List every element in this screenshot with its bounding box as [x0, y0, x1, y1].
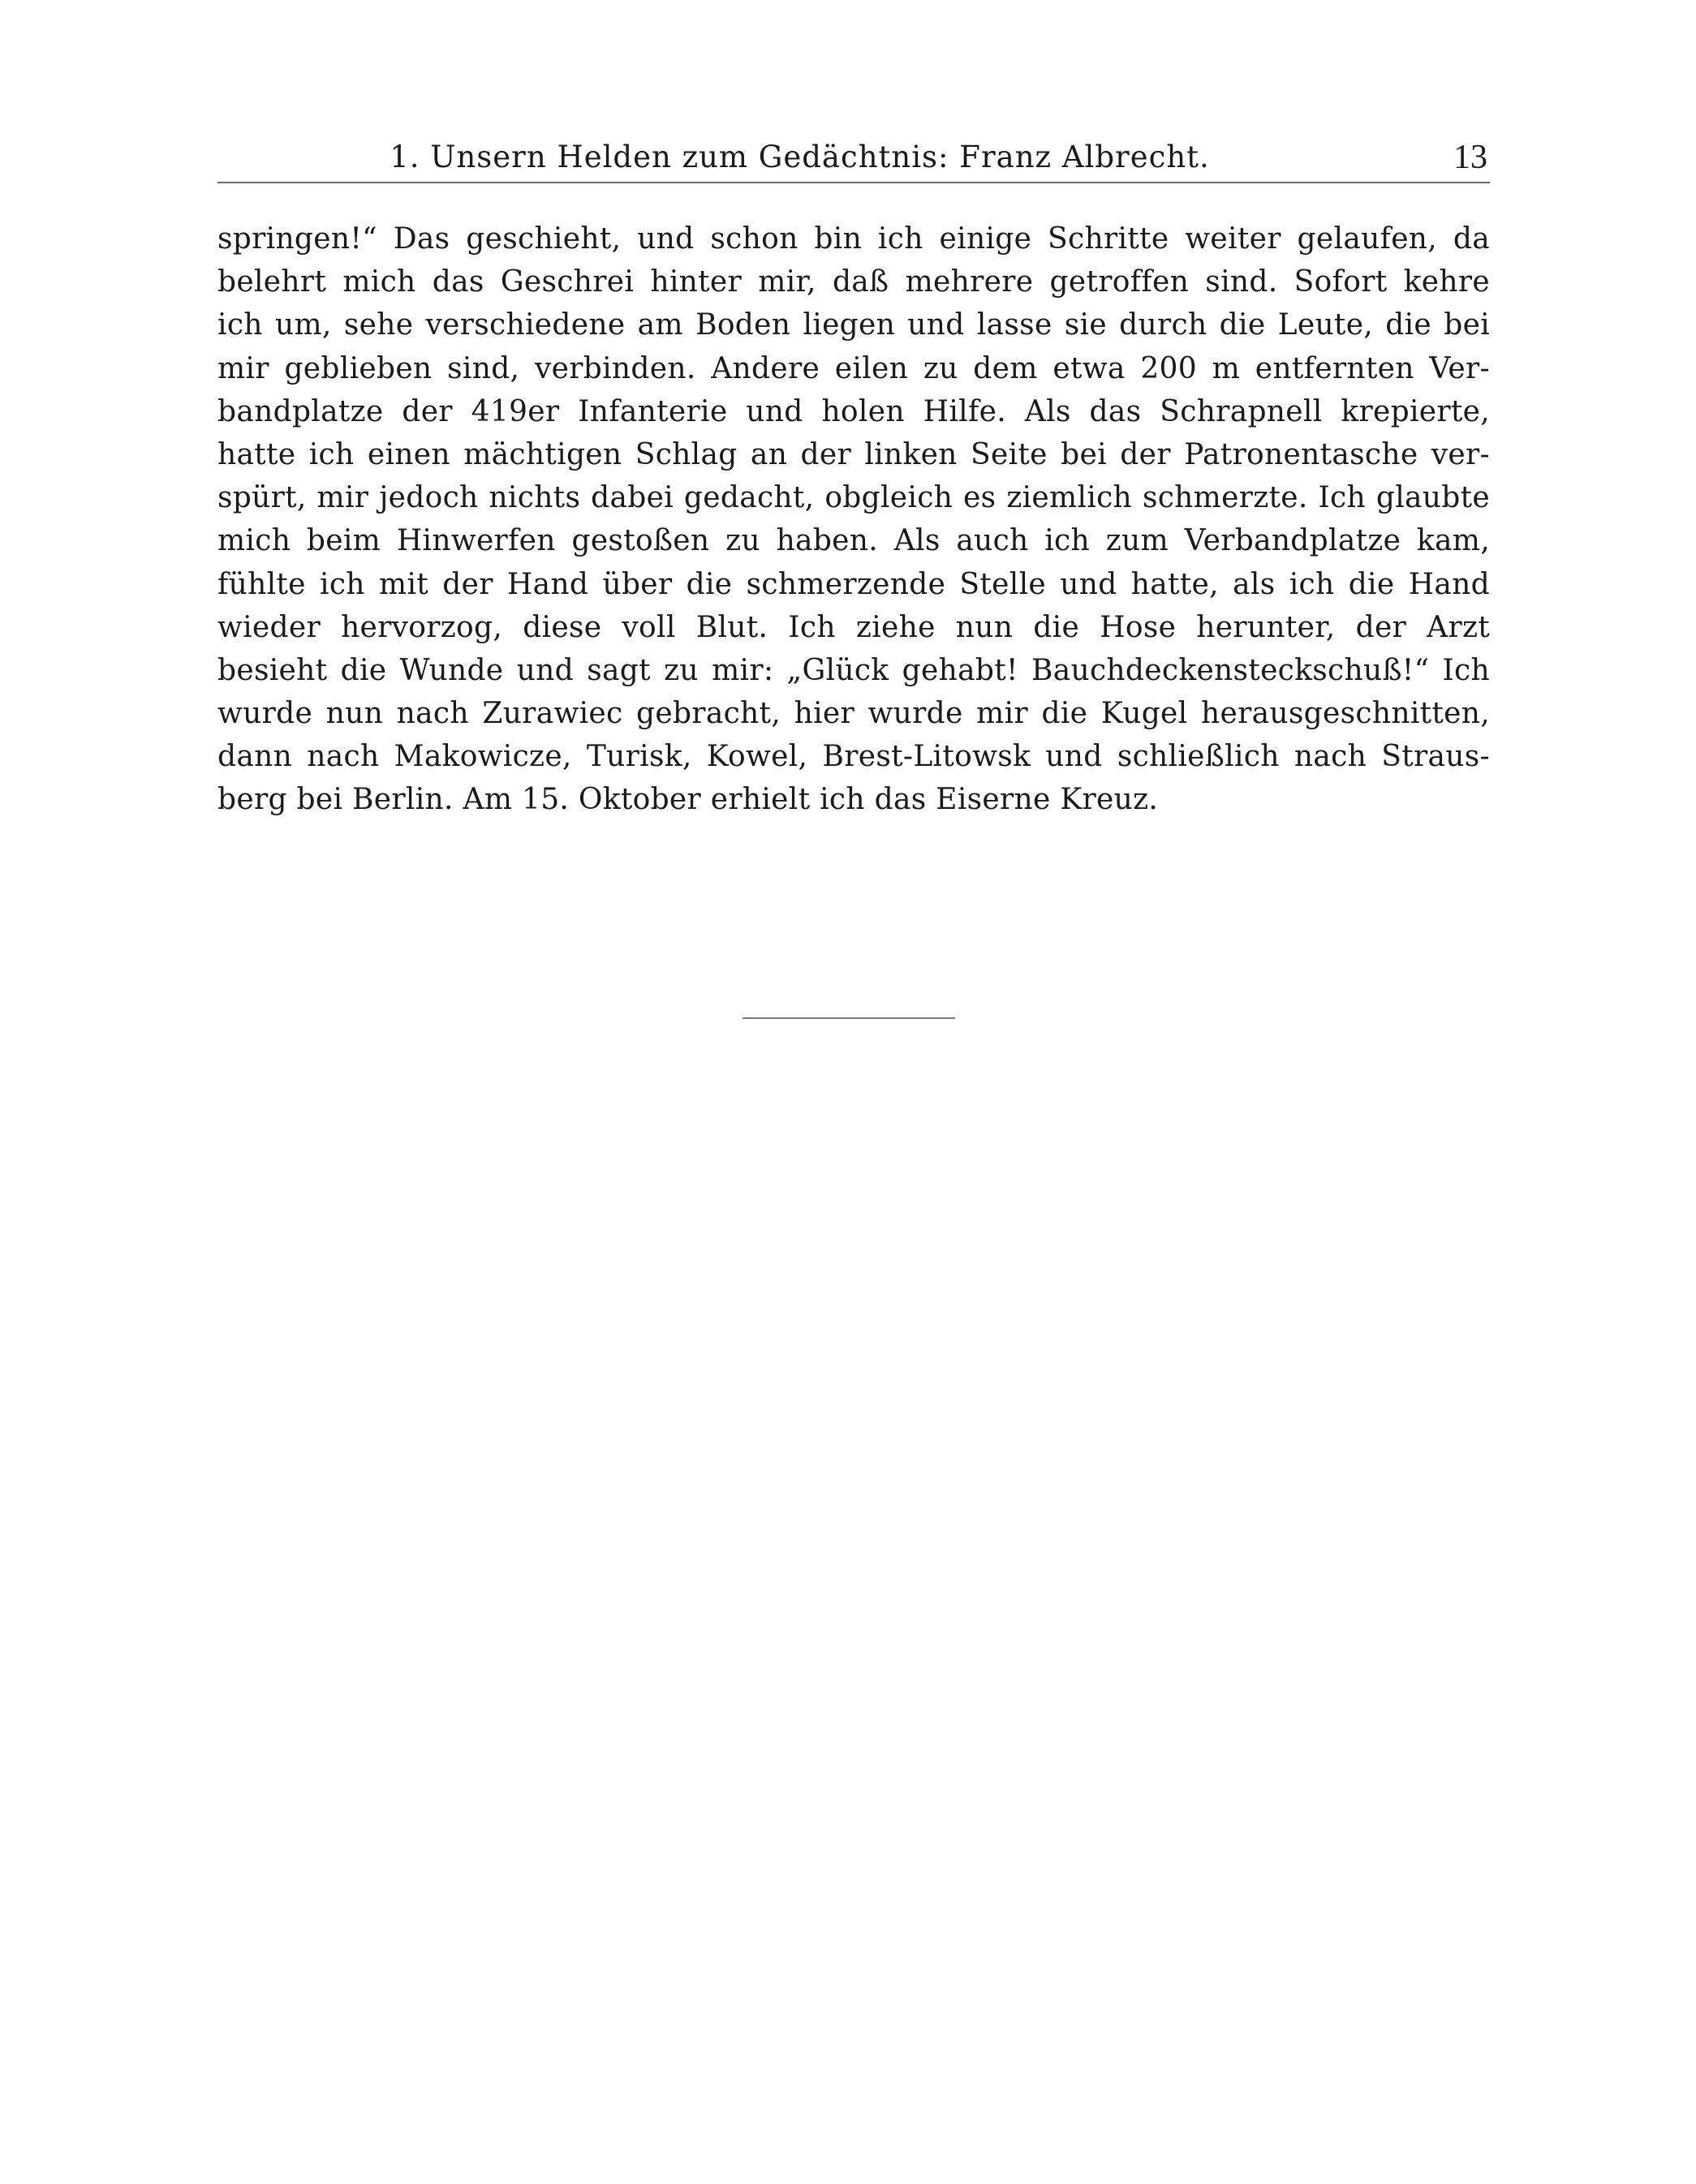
text-line: dann nach Makowicze, Turisk, Kowel, Brest-Litowsk und schließlich nach Straus- — [217, 740, 1490, 774]
page-number: 13 — [1453, 139, 1487, 176]
text-line: ich um, sehe verschiedene am Boden liegen und lasse sie durch die Leute, die bei — [217, 308, 1490, 342]
running-title: 1. Unsern Helden zum Gedächtnis: Franz Albrecht. — [390, 140, 1210, 174]
text-line: mich beim Hinwerfen gestoßen zu haben. Als auch ich zum Verbandplatze kam, — [217, 524, 1490, 558]
text-line: wurde nun nach Zurawiec gebracht, hier wurde mir die Kugel herausgeschnitten, — [217, 697, 1490, 731]
text-line: bandplatze der 419er Infanterie und holen Hilfe. Als das Schrapnell krepierte, — [217, 394, 1490, 428]
header-rule — [217, 182, 1490, 183]
text-line: springen!“ Das geschieht, und schon bin ich einige Schritte weiter gelaufen, da — [217, 222, 1490, 256]
text-line: fühlte ich mit der Hand über die schmerzende Stelle und hatte, als ich die Hand — [217, 567, 1490, 601]
text-line: hatte ich einen mächtigen Schlag an der linken Seite bei der Patronentasche ver- — [217, 437, 1490, 471]
text-line: belehrt mich das Geschrei hinter mir, daß mehrere getroffen sind. Sofort kehre — [217, 265, 1490, 299]
text-line: besieht die Wunde und sagt zu mir: „Glück gehabt! Bauchdeckensteckschuß!“ Ich — [217, 653, 1490, 687]
text-line: spürt, mir jedoch nichts dabei gedacht, obgleich es ziemlich schmerzte. Ich glaubte — [217, 481, 1490, 515]
running-header — [217, 135, 1487, 183]
text-line-last: berg bei Berlin. Am 15. Oktober erhielt ich das Eiserne Kreuz. — [217, 783, 1159, 817]
text-line: wieder hervorzog, diese voll Blut. Ich ziehe nun die Hose herunter, der Arzt — [217, 610, 1490, 644]
body-paragraph — [217, 217, 1490, 822]
section-end-rule — [743, 1017, 955, 1019]
text-line: mir geblieben sind, verbinden. Andere eilen zu dem etwa 200 m entfernten Ver- — [217, 351, 1490, 385]
